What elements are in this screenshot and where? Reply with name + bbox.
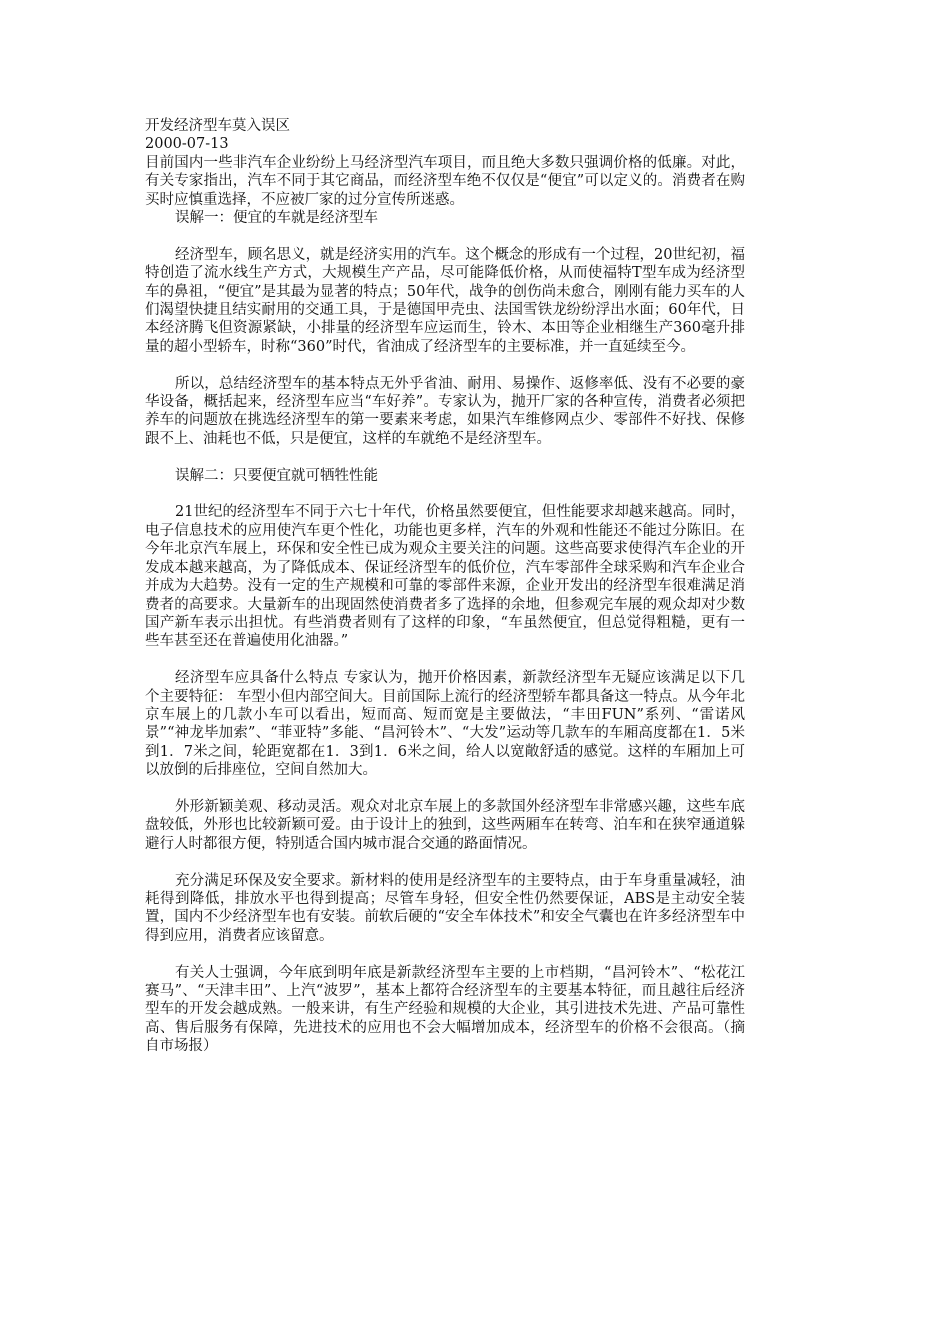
paragraph-6: 充分满足环保及安全要求。新材料的使用是经济型车的主要特点，由于车身重量减轻，油耗得到降低，排放水平也得到提高；尽管车身轻，但安全性仍然要保证，ABS是主动安全装置，国内不少经济型车也有安装。前软后硬的“安全车体技术”和安全气囊也在许多经济型车中得到应用，消费者应该留意。 bbox=[145, 872, 745, 944]
article-date: 2000-07-13 bbox=[145, 136, 229, 153]
paragraph-4: 经济型车应具备什么特点 专家认为，抛开价格因素，新款经济型车无疑应该满足以下几个主要特征： 车型小但内部空间大。目前国际上流行的经济型轿车都具备这一特点。从今年北京车展上的几款小车可以看出，短而高、短而宽是主要做法，“丰田FUN”系列、“雷诺风景”“神龙毕加索”、“菲亚特”多能、“昌河铃木”、“大发”运动等几款车的车厢高度都在1．5米到1．7米之间，轮距宽都在1．3到1．6米之间，给人以宽敞舒适的感觉。这样的车厢加上可以放倒的后排座位，空间自然加大。 bbox=[145, 670, 745, 779]
article bbox=[145, 117, 745, 1074]
paragraph-1: 经济型车，顾名思义，就是经济实用的汽车。这个概念的形成有一个过程，20世纪初，福特创造了流水线生产方式，大规模生产产品，尽可能降低价格，从而使福特T型车成为经济型车的鼻祖，“便宜”是其最为显著的特点；50年代，战争的创伤尚未愈合，刚刚有能力买车的人们渴望快捷且结实耐用的交通工具，于是德国甲壳虫、法国雪铁龙纷纷浮出水面；60年代，日本经济腾飞但资源紧缺，小排量的经济型车应运而生，铃木、本田等企业相继生产360毫升排量的超小型轿车，时称“360”时代，省油成了经济型车的主要标准，并一直延续至今。 bbox=[145, 246, 745, 355]
paragraph-7: 有关人士强调，今年底到明年底是新款经济型车主要的上市档期，“昌河铃木”、“松花江赛马”、“天津丰田”、上汽“波罗”，基本上都符合经济型车的主要基本特征，而且越往后经济型车的开发会越成熟。一般来讲，有生产经验和规模的大企业，其引进技术先进、产品可靠性高、售后服务有保障，先进技术的应用也不会大幅增加成本，经济型车的价格不会很高。（摘自市场报） bbox=[145, 964, 745, 1055]
paragraph-3: 21世纪的经济型车不同于六七十年代，价格虽然要便宜，但性能要求却越来越高。同时，电子信息技术的应用使汽车更个性化，功能也更多样，汽车的外观和性能还不能过分陈旧。在今年北京汽车展上，环保和安全性已成为观众主要关注的问题。这些高要求使得汽车企业的开发成本越来越高，为了降低成本、保证经济型车的低价位，汽车零部件全球采购和汽车企业合并成为大趋势。没有一定的生产规模和可靠的零部件来源，企业开发出的经济型车很难满足消费者的高要求。大量新车的出现固然使消费者多了选择的余地，但参观完车展的观众却对少数国产新车表示出担忧。有些消费者则有了这样的印象，“车虽然便宜，但总觉得粗糙，更有一些车甚至还在普遍使用化油器。” bbox=[145, 504, 745, 650]
paragraph-5: 外形新颖美观、移动灵活。观众对北京车展上的多款国外经济型车非常感兴趣，这些车底盘较低，外形也比较新颖可爱。由于设计上的独到，这些两厢车在转弯、泊车和在狭窄通道躲避行人时都很方便，特别适合国内城市混合交通的路面情况。 bbox=[145, 798, 745, 852]
article-intro: 目前国内一些非汽车企业纷纷上马经济型汽车项目，而且绝大多数只强调价格的低廉。对此，有关专家指出，汽车不同于其它商品，而经济型车绝不仅仅是“便宜”可以定义的。消费者在购买时应慎重选择，不应被厂家的过分宣传所迷惑。 bbox=[145, 154, 745, 208]
article-title: 开发经济型车莫入误区 bbox=[145, 118, 290, 134]
paragraph-2: 所以，总结经济型车的基本特点无外乎省油、耐用、易操作、返修率低、没有不必要的豪华设备，概括起来，经济型车应当“车好养”。专家认为，抛开厂家的各种宣传，消费者必须把养车的问题放在挑选经济型车的第一要素来考虑，如果汽车维修网点少、零部件不好找、保修跟不上、油耗也不低，只是便宜，这样的车就绝不是经济型车。 bbox=[145, 375, 745, 447]
section-heading-2: 误解二：只要便宜就可牺牲性能 bbox=[175, 467, 378, 484]
section-heading-1: 误解一：便宜的车就是经济型车 bbox=[175, 210, 378, 227]
